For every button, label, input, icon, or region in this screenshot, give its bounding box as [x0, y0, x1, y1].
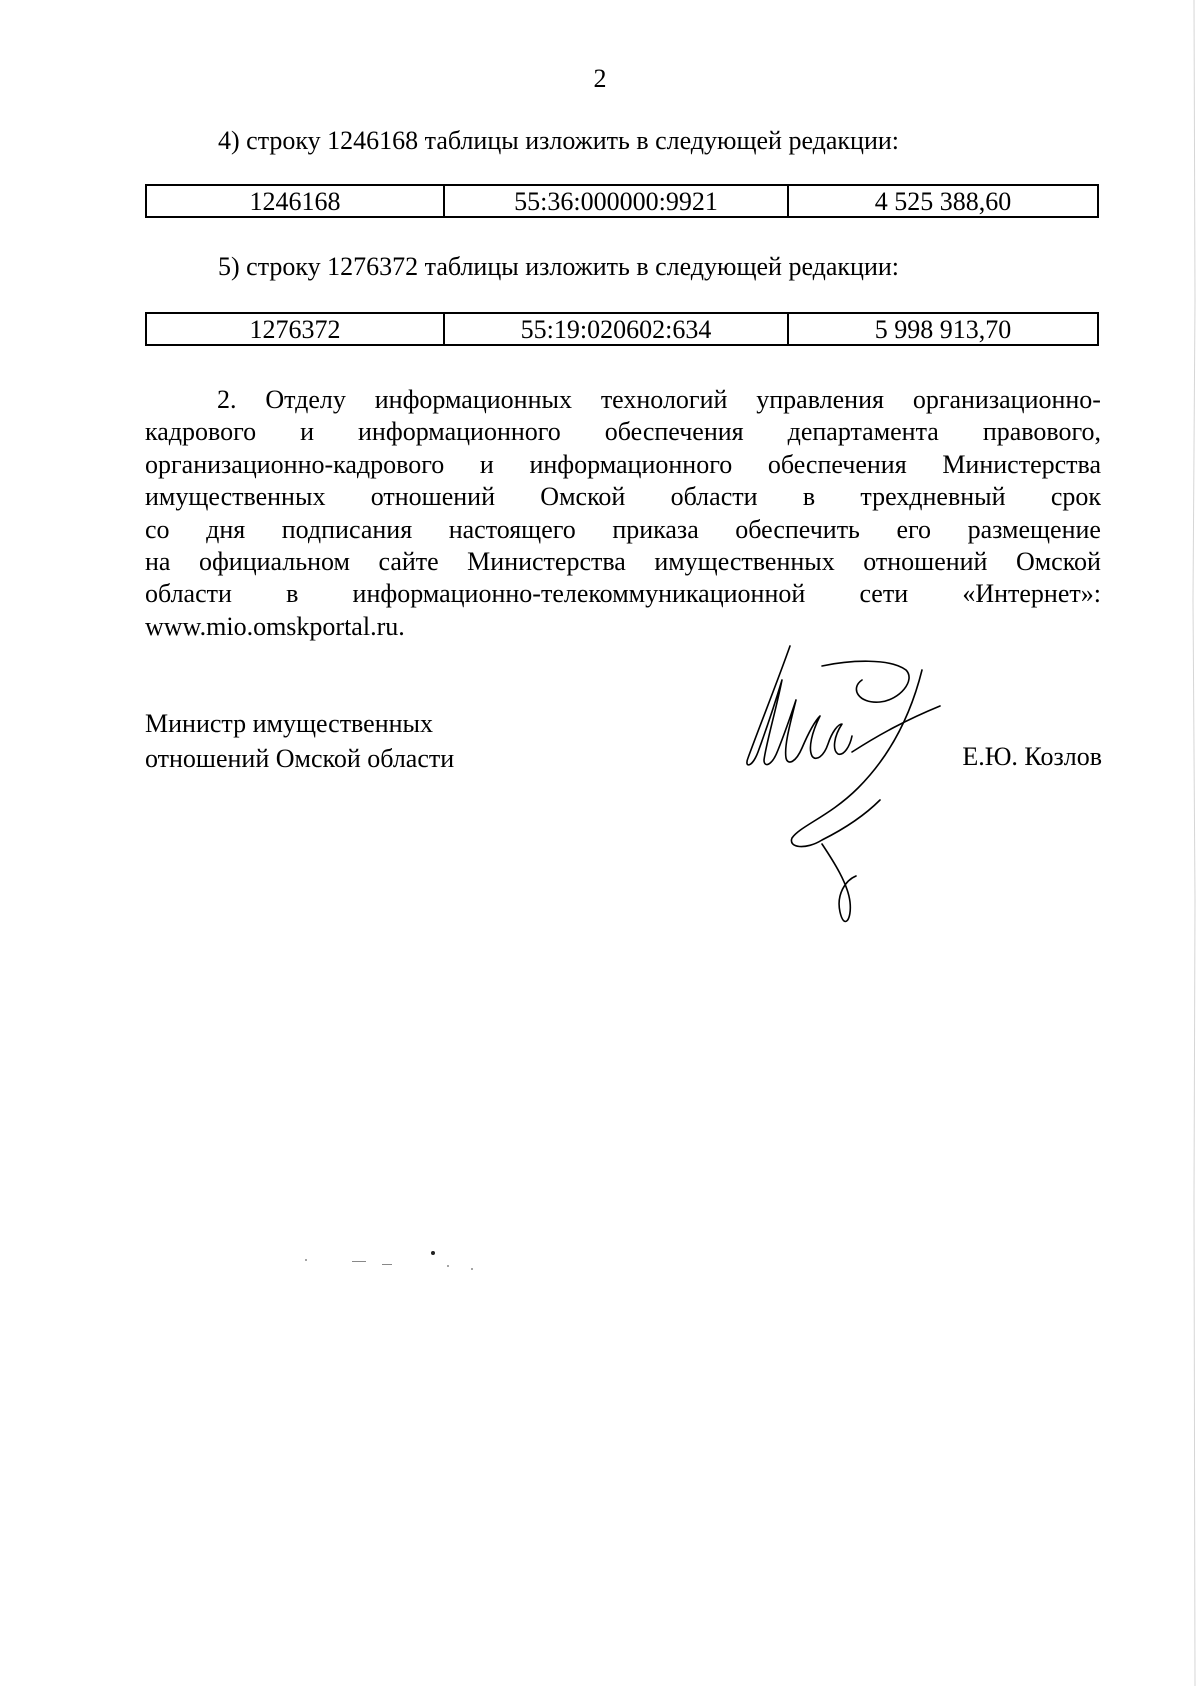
- paragraph-line: области в информационно-телекоммуникационной сети «Интернет»:: [145, 579, 1101, 609]
- table-cell-cadastral-number: 55:19:020602:634: [445, 314, 789, 344]
- paragraph-line: 2. Отделу информационных технологий управления организационно-: [217, 385, 1101, 414]
- table-row-1246168: [145, 184, 1099, 218]
- scan-edge-shadow: [1186, 0, 1200, 1686]
- table-cell-value: 4 525 388,60: [874, 187, 1012, 216]
- scan-specks: [300, 1240, 520, 1280]
- paragraph-line: кадрового и информационного обеспечения департамента правового,: [145, 417, 1101, 447]
- table-cell-row-number: 1246168: [147, 186, 445, 216]
- item-5-intro: 5) строку 1276372 таблицы изложить в следующей редакции:: [218, 252, 900, 281]
- table-cell-cadastral-number: 55:36:000000:9921: [445, 186, 789, 216]
- handwritten-signature: [730, 640, 970, 930]
- paragraph-line: организационно-кадрового и информационного обеспечения Министерства: [145, 449, 1101, 479]
- paragraph-line: имущественных отношений Омской области в трехдневный срок: [145, 482, 1101, 512]
- page-number: 2: [593, 64, 607, 93]
- paragraph-line: со дня подписания настоящего приказа обеспечить его размещение: [145, 514, 1101, 544]
- signer-name: Е.Ю. Козлов: [962, 742, 1102, 771]
- website-link: www.mio.omskportal.ru.: [145, 611, 405, 641]
- table-row-1276372: [145, 312, 1099, 346]
- paragraph-2: [145, 384, 1101, 643]
- signer-position: Министр имущественных отношений Омской области: [145, 709, 455, 773]
- paragraph-line: на официальном сайте Министерства имущественных отношений Омской: [145, 547, 1101, 577]
- table-cell-row-number: 1276372: [147, 314, 445, 344]
- item-4-intro: 4) строку 1246168 таблицы изложить в следующей редакции:: [218, 126, 900, 155]
- table-cell-value: 5 998 913,70: [874, 315, 1012, 344]
